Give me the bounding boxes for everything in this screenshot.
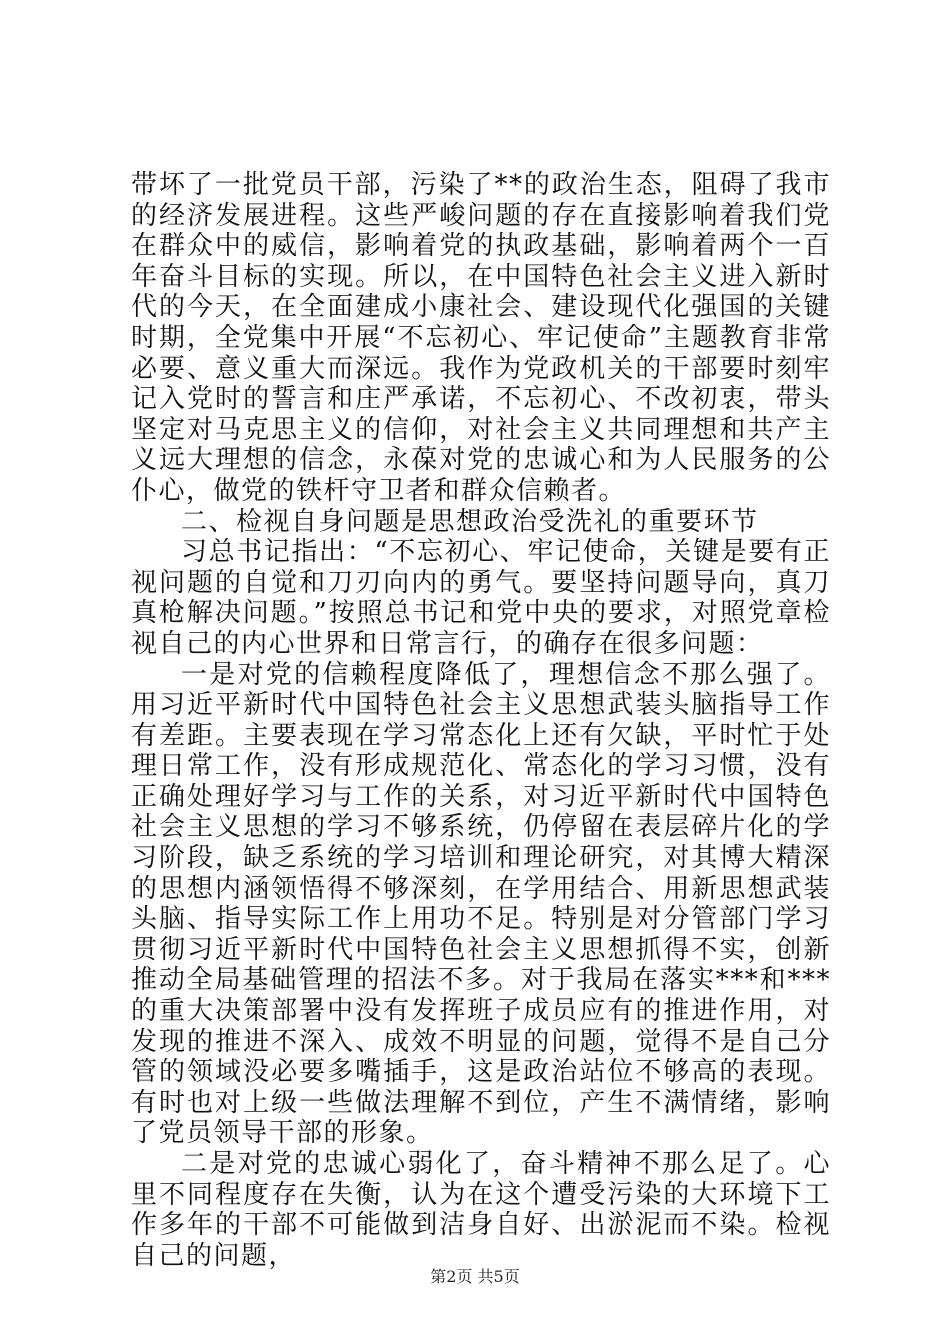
section-heading: 二、检视自身问题是思想政治受洗礼的重要环节 [181, 506, 759, 537]
document-body [131, 170, 831, 1271]
paragraph-continued: 带坏了一批党员干部，污染了**的政治生态，阻碍了我市的经济发展进程。这些严峻问题的存在直接影响着我们党在群众中的威信，影响着党的执政基础，影响着两个一百年奋斗目标的实现。所以，在中国特色社会主义进入新时代的今天，在全面建成小康社会、建设现代化强国的关键时期，全党集中开展“不忘初心、牢记使命”主题教育非常必要、意义重大而深远。我作为党政机关的干部要时刻牢记入党时的誓言和庄严承诺，不忘初心、不改初衷，带头坚定对马克思主义的信仰，对社会主义共同理想和共产主义远大理想的信念，永葆对党的忠诚心和为人民服务的公仆心，做党的铁杆守卫者和群众信赖者。 [131, 170, 831, 506]
paragraph-quote: 习总书记指出：“不忘初心、牢记使命，关键是要有正视问题的自觉和刀刃向内的勇气。要坚持问题导向，真刀真枪解决问题。”按照总书记和党中央的要求，对照党章检视自己的内心世界和日常言行，的确存在很多问题： [131, 537, 831, 659]
paragraph-problem-two: 二是对党的忠诚心弱化了，奋斗精神不那么足了。心里不同程度存在失衡，认为在这个遭受污染的大环境下工作多年的干部不可能做到洁身自好、出淤泥而不染。检视自己的问题， [131, 1149, 831, 1271]
paragraph-problem-one: 一是对党的信赖程度降低了，理想信念不那么强了。用习近平新时代中国特色社会主义思想武装头脑指导工作有差距。主要表现在学习常态化上还有欠缺，平时忙于处理日常工作，没有形成规范化、常态化的学习习惯，没有正确处理好学习与工作的关系，对习近平新时代中国特色社会主义思想的学习不够系统，仍停留在表层碎片化的学习阶段，缺乏系统的学习培训和理论研究，对其博大精深的思想内涵领悟得不够深刻，在学用结合、用新思想武装头脑、指导实际工作上用功不足。特别是对分管部门学习贯彻习近平新时代中国特色社会主义思想抓得不实，创新推动全局基础管理的招法不多。对于我局在落实***和***的重大决策部署中没有发挥班子成员应有的推进作用，对发现的推进不深入、成效不明显的问题，觉得不是自己分管的领域没必要多嘴插手，这是政治站位不够高的表现。有时也对上级一些做法理解不到位，产生不满情绪，影响了党员领导干部的形象。 [131, 659, 831, 1149]
page-number-footer: 第2页 共5页 [430, 1267, 520, 1286]
